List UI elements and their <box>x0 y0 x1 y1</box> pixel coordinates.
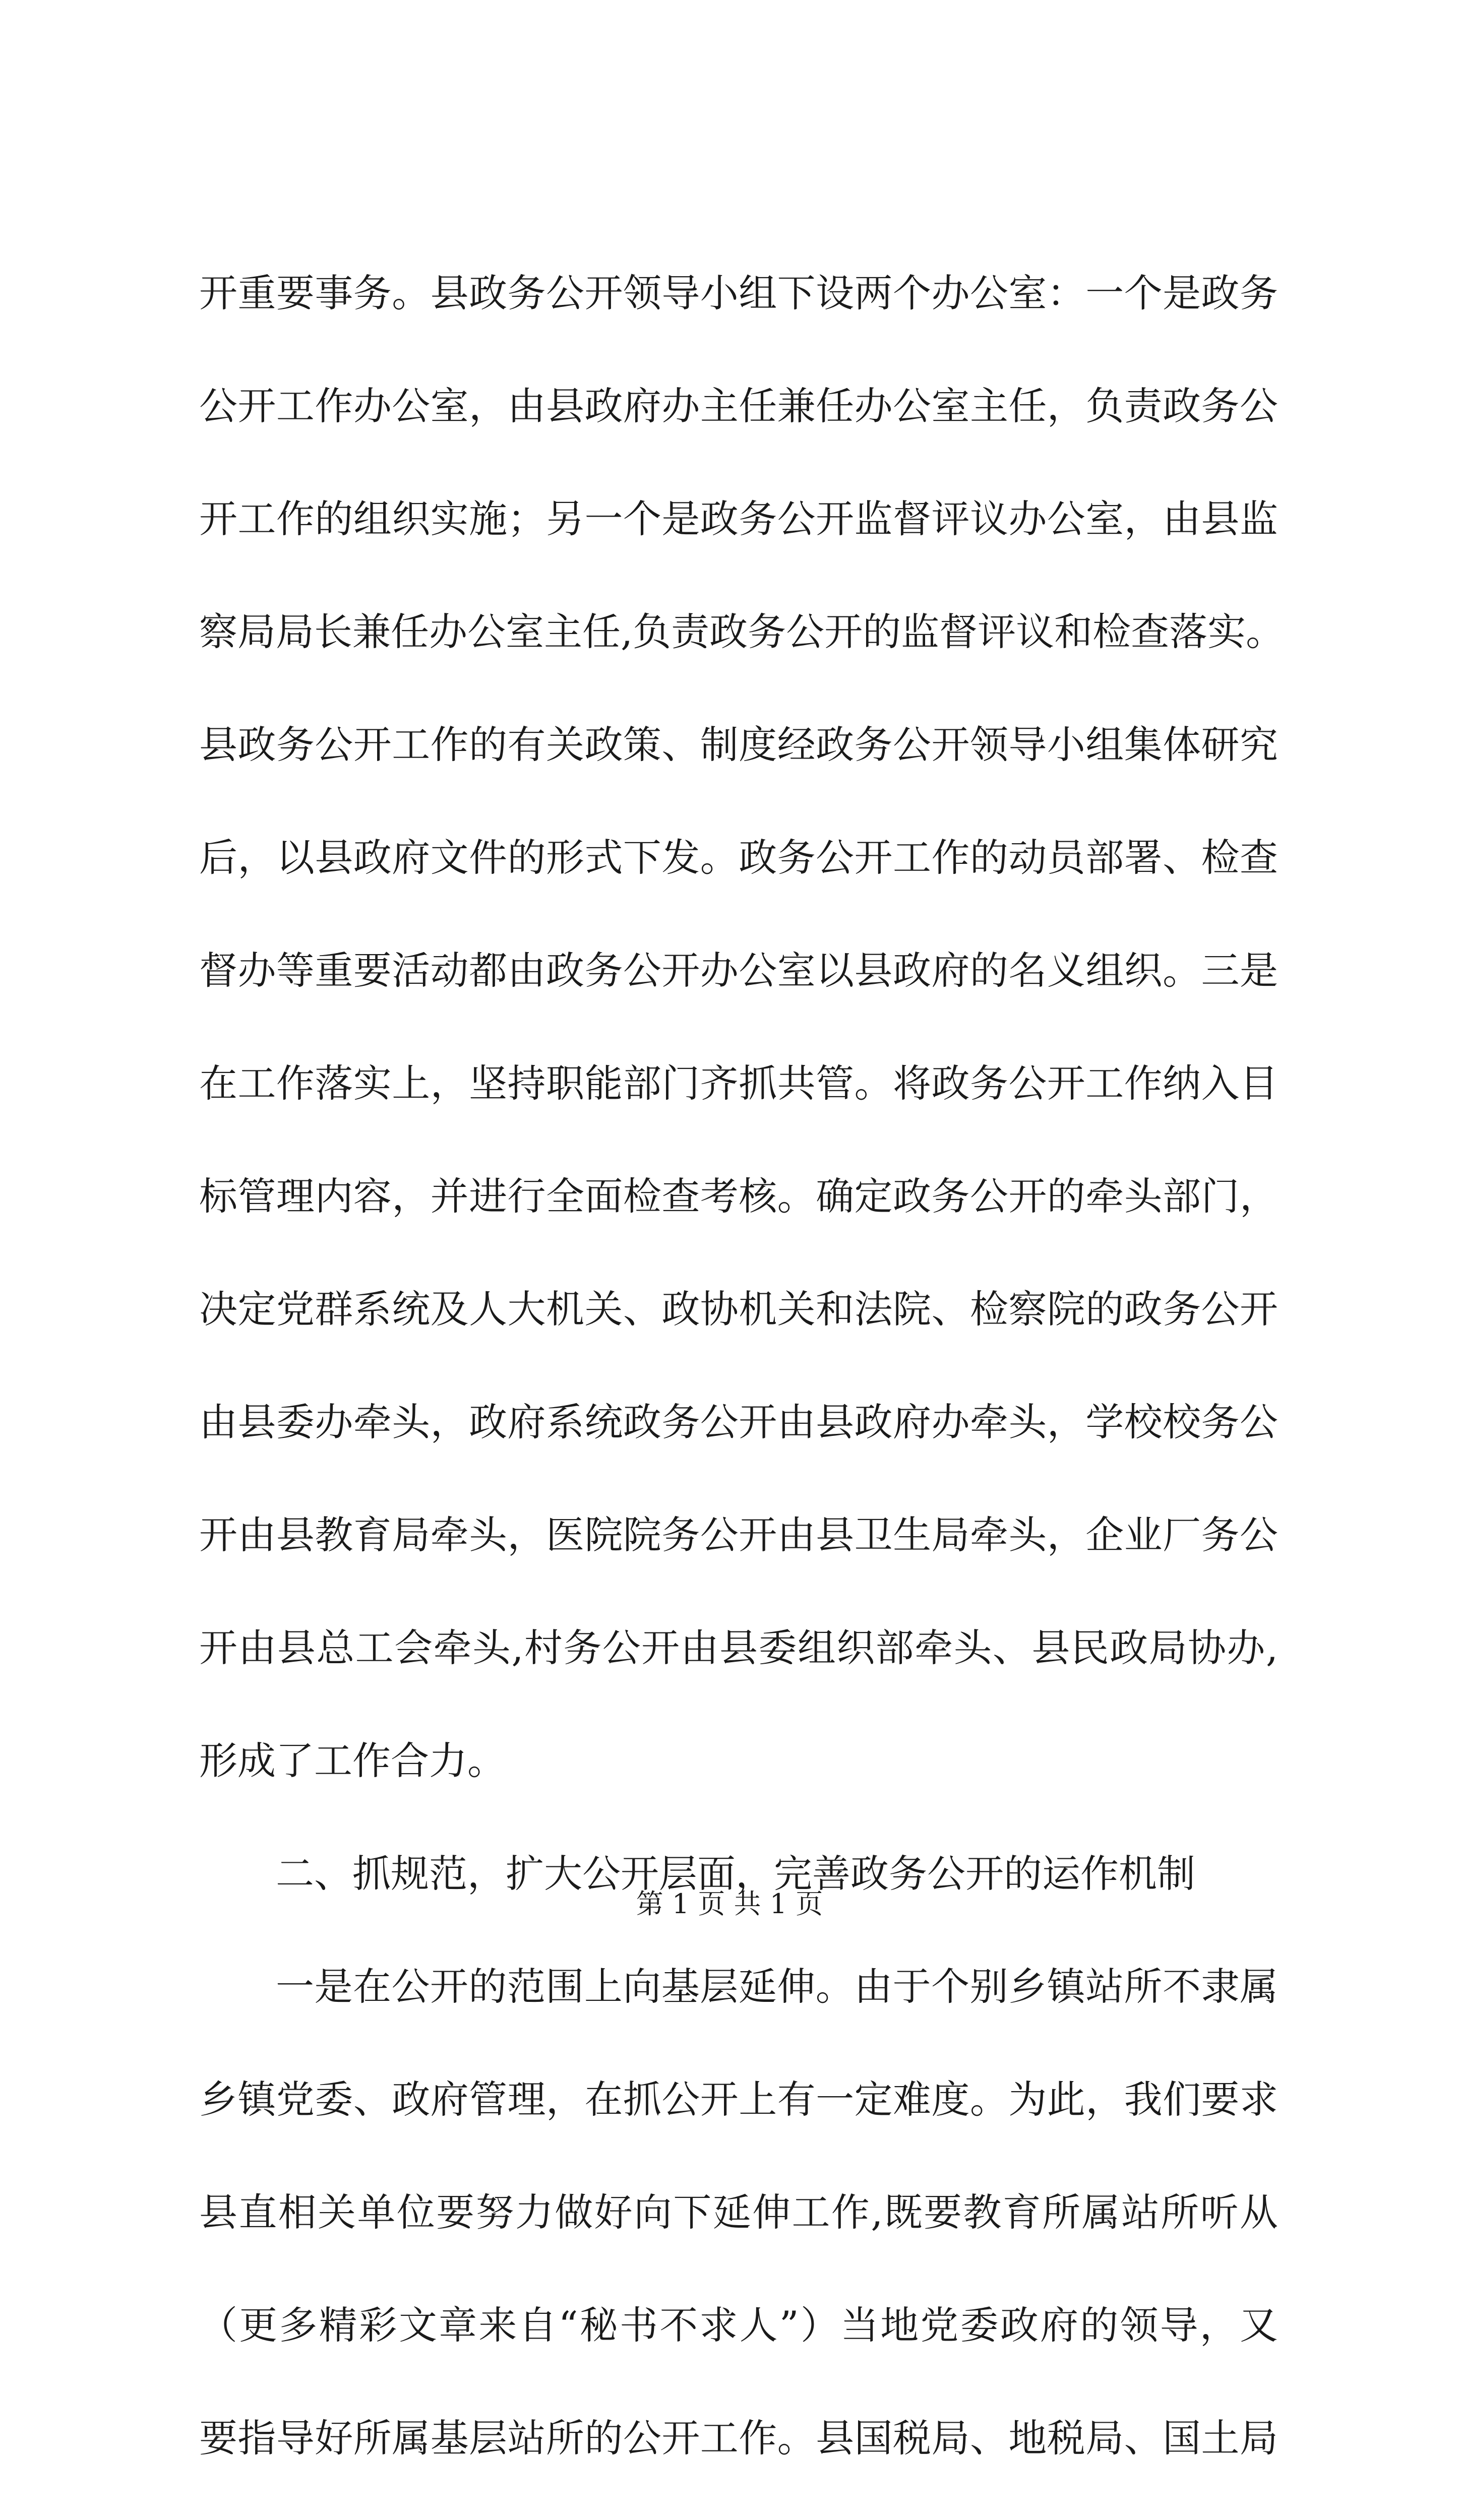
paragraph-line-6: 后，以县政府文件的形式下发。政务公开工作的动员部署、检查 <box>199 835 1278 880</box>
paragraph-line-11: 由县委办牵头，政府系统政务公开由县政府办牵头，学校校务公 <box>199 1400 1278 1444</box>
document-body <box>199 237 1285 2520</box>
paragraph-line-3: 开工作的组织实施；另一个是政务公开监督评议办公室，由县监 <box>199 496 1278 541</box>
paragraph-line-8: 在工作落实上，坚持职能部门齐抓共管。将政务公开工作纳入目 <box>199 1061 1278 1106</box>
paragraph-line-7: 督办等重要活动都由政务公开办公室以县政府的名义组织。三是 <box>199 948 1278 993</box>
paragraph-line-2: 公开工作办公室，由县政府办主任兼任办公室主任，负责政务公 <box>199 384 1278 428</box>
paragraph-line-4: 察局局长兼任办公室主任,负责政务公开的监督评议和检查落实。 <box>199 609 1285 654</box>
paragraph-line-20: 要指导好所属基层站所的公开工作。县国税局、地税局、国土局 <box>199 2416 1278 2461</box>
paragraph-line-9: 标管理内容，并进行全面检查考核。确定政务公开的牵头部门， <box>199 1174 1278 1219</box>
paragraph-line-18: 县直相关单位要努力做好向下延伸工作,既要教育所属站所听从 <box>199 2190 1278 2235</box>
paragraph-line-10: 决定党群系统及人大机关、政协机关和法院、检察院的政务公开 <box>199 1287 1278 1332</box>
paragraph-line-21 <box>199 2495 1278 2520</box>
paragraph-line-16: 一是在公开的范围上向基层延伸。由于个别乡镇站所不隶属 <box>276 1964 1278 2009</box>
paragraph-line-1: 开重要事务。县政务公开领导小组下设两个办公室：一个是政务 <box>199 271 1278 316</box>
paragraph-line-12: 开由县教育局牵头，医院院务公开由县卫生局牵头，企业厂务公 <box>199 1513 1278 1557</box>
paragraph-line-13: 开由县总工会牵头,村务公开由县委组织部牵头、县民政局协办, <box>199 1625 1278 1670</box>
paragraph-line-19: （更多精彩文章来自“秘书不求人”）当地党委政府的领导，又 <box>199 2303 1278 2348</box>
paragraph-line-14: 形成了工作合力。 <box>199 1738 506 1783</box>
page-footer: 第 1 页 共 1 页 <box>636 1888 823 1920</box>
paragraph-line-17: 乡镇党委、政府管理，在抓公开上有一定难度。为此，我们要求 <box>199 2077 1278 2122</box>
paragraph-line-5: 县政务公开工作的有关政策、制度经政务公开领导小组集体研究 <box>199 722 1278 767</box>
section-heading: 二、抓规范，扩大公开层面，完善政务公开的运作机制 <box>276 1851 1195 1896</box>
